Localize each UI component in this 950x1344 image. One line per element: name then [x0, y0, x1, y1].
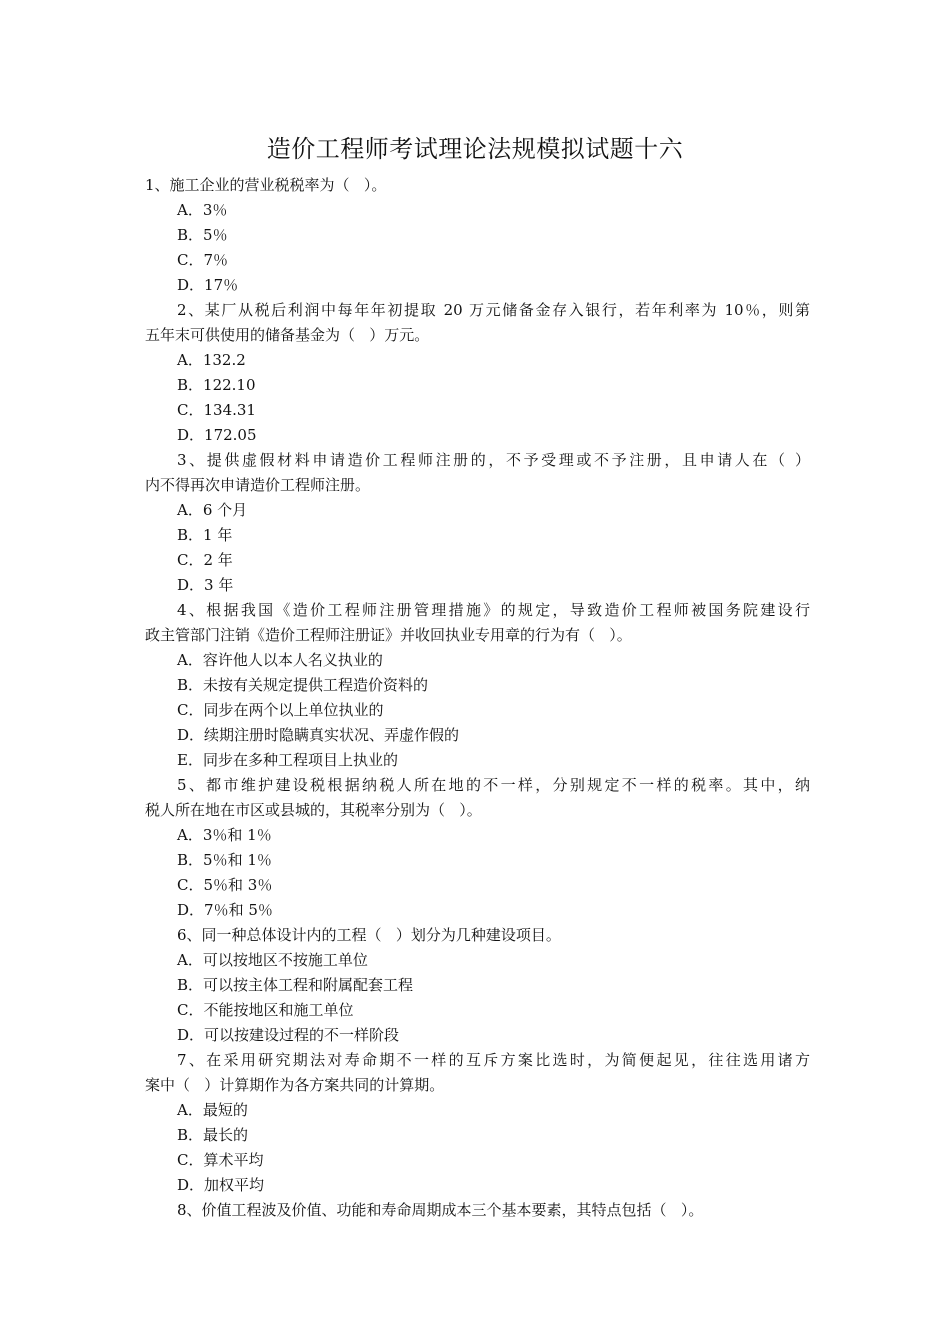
answer-option: B．5％和 1％	[177, 851, 272, 869]
answer-option: D．加权平均	[177, 1176, 265, 1194]
answer-option: D．可以按建设过程的不一样阶段	[177, 1026, 400, 1044]
question-text: 3、提供虚假材料申请造价工程师注册的，不予受理或不予注册，且申请人在（ ）	[177, 451, 810, 469]
answer-option: D．续期注册时隐瞒真实状况、弄虚作假的	[177, 726, 460, 744]
question-text: 1、施工企业的营业税税率为（ ）。	[145, 176, 387, 194]
answer-option: A．6 个月	[177, 501, 248, 519]
question-list	[145, 173, 810, 1223]
question-text: 2、某厂从税后利润中每年年初提取 20 万元储备金存入银行，若年利率为 10％，则第	[177, 301, 810, 319]
question-text-continued: 内不得再次申请造价工程师注册。	[145, 476, 371, 494]
question-text: 6、同一种总体设计内的工程（ ）划分为几种建设项目。	[177, 926, 561, 944]
answer-option: D．17％	[177, 276, 239, 294]
answer-option: C．2 年	[177, 551, 233, 569]
answer-option: A．132.2	[177, 351, 246, 369]
question-text-continued: 政主管部门注销《造价工程师注册证》并收回执业专用章的行为有（ ）。	[145, 626, 632, 644]
answer-option: A．3％和 1％	[177, 826, 272, 844]
answer-option: A．容许他人以本人名义执业的	[177, 651, 383, 669]
question-text: 8、价值工程波及价值、功能和寿命周期成本三个基本要素，其特点包括（ ）。	[177, 1201, 704, 1219]
question-text: 4、根据我国《造价工程师注册管理措施》的规定，导致造价工程师被国务院建设行	[177, 601, 810, 619]
answer-option: B．5％	[177, 226, 228, 244]
question-text-continued: 税人所在地在市区或县城的，其税率分别为（ ）。	[145, 801, 482, 819]
answer-option: B．可以按主体工程和附属配套工程	[177, 976, 414, 994]
page-title: 造价工程师考试理论法规模拟试题十六	[266, 135, 684, 163]
question-text-continued: 案中（ ）计算期作为各方案共同的计算期。	[145, 1076, 445, 1094]
answer-option: B．未按有关规定提供工程造价资料的	[177, 676, 429, 694]
answer-option: C．不能按地区和施工单位	[177, 1001, 354, 1019]
answer-option: B．1 年	[177, 526, 233, 544]
answer-option: C．5％和 3％	[177, 876, 273, 894]
answer-option: D．172.05	[177, 426, 257, 444]
answer-option: C．134.31	[177, 401, 256, 419]
answer-option: B．122.10	[177, 376, 256, 394]
answer-option: A．3％	[177, 201, 228, 219]
answer-option: E．同步在多种工程项目上执业的	[177, 751, 398, 769]
answer-option: C．同步在两个以上单位执业的	[177, 701, 384, 719]
question-text: 7、在采用研究期法对寿命期不一样的互斥方案比选时，为简便起见，往往选用诸方	[177, 1051, 810, 1069]
answer-option: C．算术平均	[177, 1151, 264, 1169]
answer-option: D．7％和 5％	[177, 901, 273, 919]
answer-option: C．7％	[177, 251, 229, 269]
question-text: 5、都市维护建设税根据纳税人所在地的不一样，分别规定不一样的税率。其中，纳	[177, 776, 810, 794]
answer-option: B．最长的	[177, 1126, 249, 1144]
answer-option: A．最短的	[177, 1101, 248, 1119]
question-text-continued: 五年末可供使用的储备基金为（ ）万元。	[145, 326, 430, 344]
answer-option: A．可以按地区不按施工单位	[177, 951, 368, 969]
answer-option: D．3 年	[177, 576, 234, 594]
